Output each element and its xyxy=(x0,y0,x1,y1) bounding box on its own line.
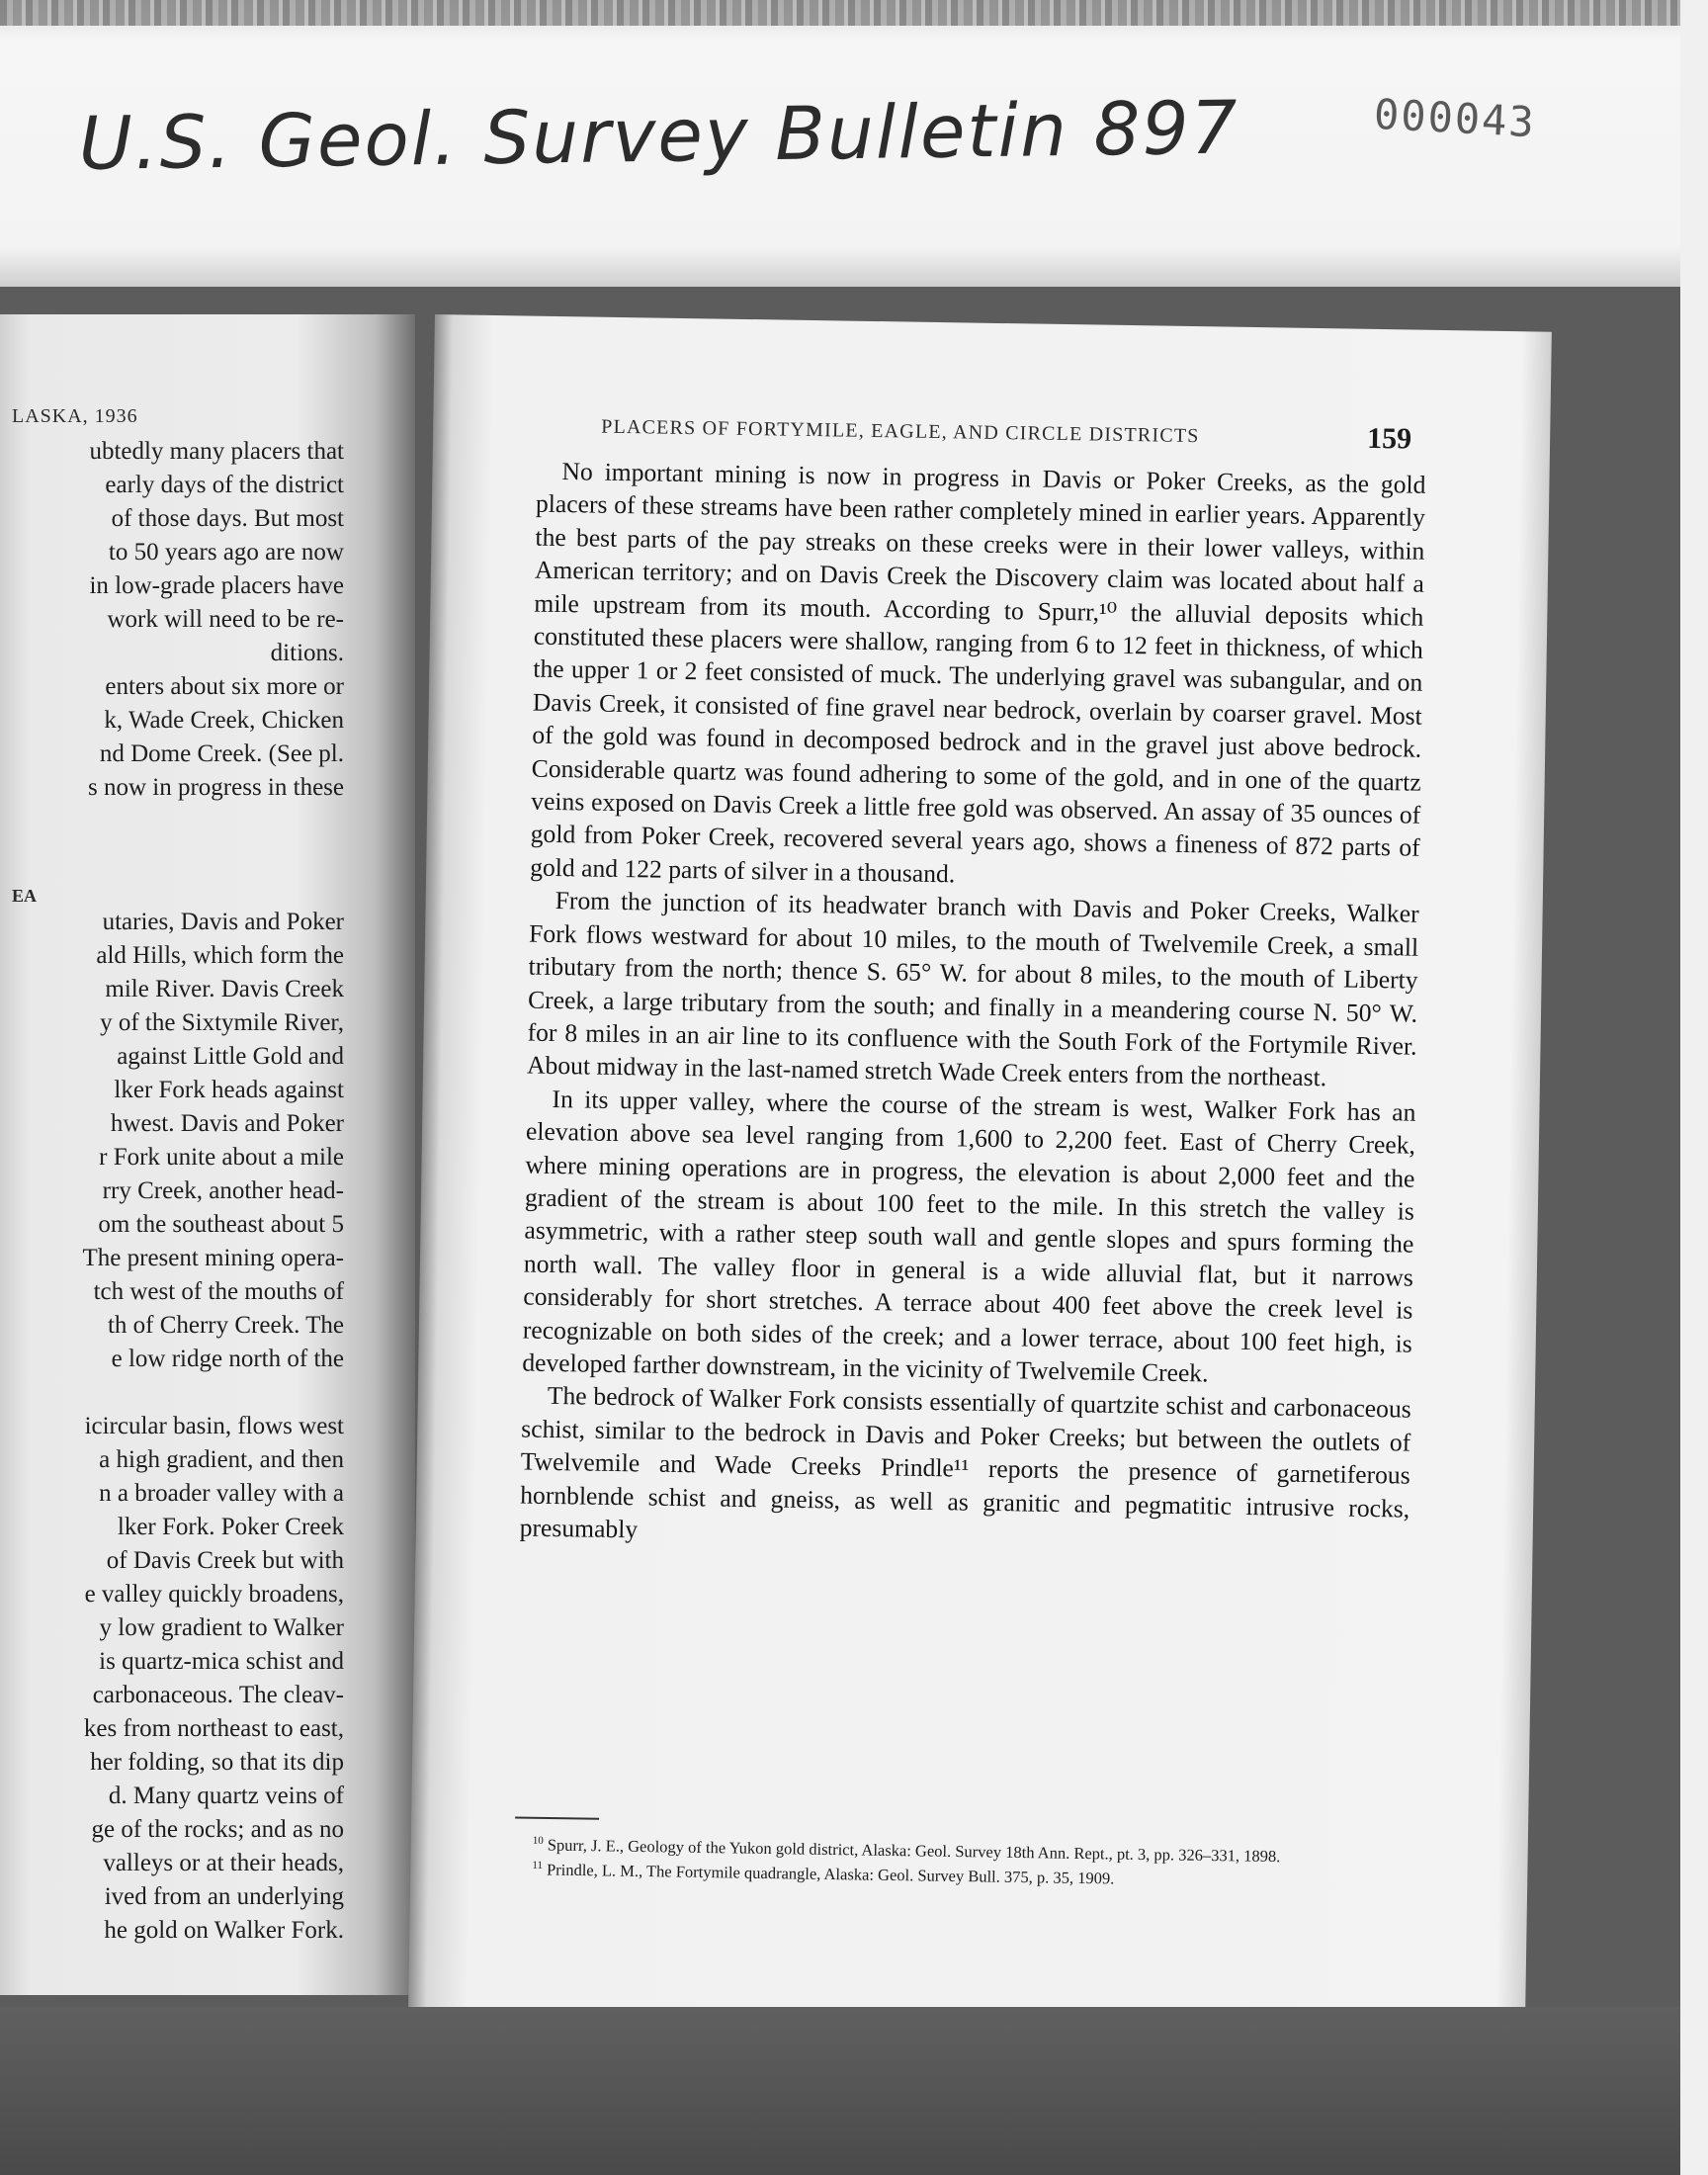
paragraph: In its upper valley, where the course of the stream is west, Walker Fork has an elevation above sea level ranging from 1,600 to 2,200 feet. East of Cherry Creek, where mining operations are in progress, the elevation is about 2,000 feet and the gradient of the stream is about 100 feet to the mile. In this stretch the valley is asymmetric, with a rather steep south wall and gentle slopes and spurs forming the north wall. The valley floor in general is a wide alluvial flat, but it narrows considerably for short stretches. A terrace about 400 feet above the creek level is recognizable on both sides of the creek; and a lower terrace, about 100 feet high, is developed farther downstream, in the vicinity of Twelvemile Creek. xyxy=(522,1084,1416,1388)
left-text-line: hwest. Davis and Poker xyxy=(110,1110,344,1137)
left-text-line: ge of the rocks; and as no xyxy=(91,1816,344,1843)
left-page xyxy=(0,314,415,1995)
paragraph: The bedrock of Walker Fork consists essentially of quartzite schist and carbonaceous schist, similar to the bedrock in Davis and Poker Creeks; but between the outlets of Twelvemile and Wade Creeks Prindle¹¹ reports the presence of garnetiferous hornblende schist and gneiss, as well as granitic and pegmatitic intrusive rocks, presumably xyxy=(519,1381,1411,1544)
left-text-line: against Little Gold and xyxy=(117,1043,344,1070)
left-text-line: of Davis Creek but with xyxy=(106,1547,344,1574)
paragraph: No important mining is now in progress in Davis or Poker Creeks, as the gold placers of these streams have been rather completely mined in earlier years. Apparently the best parts of the pay streaks on these creeks were in their lower valleys, within American territory; and on Davis Creek the Discovery claim was located about half a mile upstream from its mouth. According to Spurr,¹⁰ the alluvial deposits which constituted these placers were shallow, ranging from 6 to 12 feet in thickness, of which the upper 1 or 2 feet consisted of muck. The underlying gravel was subangular, and on Davis Creek, it consisted of fine gravel near bedrock, overlain by coarser gravel. Most of the gold was found in decomposed bedrock and in the gravel just above bedrock. Considerable quartz was found adhering to some of the gold, and in one of the quartz veins exposed on Davis Creek a little free gold was observed. An assay of 35 ounces of gold from Poker Creek, recovered several years ago, shows a fineness of 872 parts of gold and 122 parts of silver in a thousand. xyxy=(530,457,1426,889)
left-text-line: he gold on Walker Fork. xyxy=(104,1917,344,1944)
left-text-line: ived from an underlying xyxy=(104,1883,344,1910)
left-text-line: in low-grade placers have xyxy=(89,572,344,599)
left-text-line: utaries, Davis and Poker xyxy=(102,909,344,935)
left-text-line: nd Dome Creek. (See pl. xyxy=(99,740,344,767)
left-text-line: kes from northeast to east, xyxy=(83,1715,344,1742)
left-text-line: th of Cherry Creek. The xyxy=(107,1312,344,1339)
left-text-line: r Fork unite about a mile xyxy=(99,1144,344,1171)
paragraph: From the junction of its headwater branch with Davis and Poker Creeks, Walker Fork flows westward for about 10 miles, to the mouth of Twelvemile Creek, a small tributary from the north; thence S. 65° W. for about 8 miles, to the mouth of Liberty Creek, a large tributary from the south; and finally in a meandering course N. 50° W. for 8 miles in an air line to its confluence with the South Fork of the Fortymile River. About midway in the last-named stretch Wade Creek enters from the northeast. xyxy=(526,886,1419,1092)
left-text-line: ubtedly many placers that xyxy=(89,438,344,465)
left-text-line: e low ridge north of the xyxy=(111,1346,344,1372)
left-text-line: n a broader valley with a xyxy=(99,1480,344,1507)
left-text-line: y low gradient to Walker xyxy=(99,1614,344,1641)
left-running-head: LASKA, 1936 xyxy=(12,405,138,427)
left-section-heading: EA xyxy=(12,886,38,906)
left-text-line: early days of the district xyxy=(105,472,344,498)
left-text-line: valleys or at their heads, xyxy=(103,1850,344,1876)
footnote-text: Prindle, L. M., The Fortymile quadrangle, Alaska: Geol. Survey Bull. 375, p. 35, 1909. xyxy=(546,1859,1115,1887)
footnote-rule xyxy=(515,1816,599,1819)
stamp-number: 000043 xyxy=(1372,89,1537,147)
left-text-line: om the southeast about 5 xyxy=(98,1211,344,1238)
left-text-line: to 50 years ago are now xyxy=(108,539,344,566)
left-text-line: lker Fork. Poker Creek xyxy=(117,1514,344,1540)
left-text-line: y of the Sixtymile River, xyxy=(100,1009,344,1036)
bottom-shadow xyxy=(0,2007,1680,2175)
right-page xyxy=(407,314,1552,2112)
footnote-text: Spurr, J. E., Geology of the Yukon gold district, Alaska: Geol. Survey 18th Ann. Rept., pt. 3, pp. 326–331, 1898. xyxy=(547,1835,1281,1867)
left-text-line: her folding, so that its dip xyxy=(90,1749,344,1776)
left-text-line: a high gradient, and then xyxy=(99,1446,344,1473)
left-text-line: ditions. xyxy=(270,640,344,666)
footnotes xyxy=(514,1830,1405,1892)
left-text-line: ald Hills, which form the xyxy=(96,942,344,969)
footnote-marker: 10 xyxy=(532,1834,544,1847)
left-text-line: lker Fork heads against xyxy=(114,1077,344,1103)
handwritten-title: U.S. Geol. Survey Bulletin 897 xyxy=(78,85,1240,187)
left-text-line: k, Wade Creek, Chicken xyxy=(104,707,344,734)
left-text-line: carbonaceous. The cleav- xyxy=(92,1682,344,1708)
left-text-line: is quartz-mica schist and xyxy=(99,1648,344,1675)
left-text-line: icircular basin, flows west xyxy=(84,1413,344,1439)
left-text-line: e valley quickly broadens, xyxy=(84,1581,344,1608)
left-text-line: tch west of the mouths of xyxy=(93,1278,344,1305)
footnote-marker: 11 xyxy=(532,1859,544,1871)
torn-paper-edge xyxy=(0,0,1680,26)
left-text-line: rry Creek, another head- xyxy=(102,1177,344,1204)
left-text-line: of those days. But most xyxy=(111,505,344,532)
body-text xyxy=(519,455,1425,1558)
running-head: PLACERS OF FORTYMILE, EAGLE, AND CIRCLE DISTRICTS xyxy=(601,415,1200,448)
left-text-line: d. Many quartz veins of xyxy=(108,1783,344,1809)
left-text-line: mile River. Davis Creek xyxy=(105,976,344,1002)
page-number: 159 xyxy=(1366,421,1412,456)
left-text-line: The present mining opera- xyxy=(82,1245,344,1271)
left-text-line: s now in progress in these xyxy=(88,774,344,801)
annotation-strip xyxy=(0,0,1680,287)
left-text-line: enters about six more or xyxy=(105,673,344,700)
scan-right-margin xyxy=(1680,0,1708,2175)
left-text-line: work will need to be re- xyxy=(107,606,344,633)
